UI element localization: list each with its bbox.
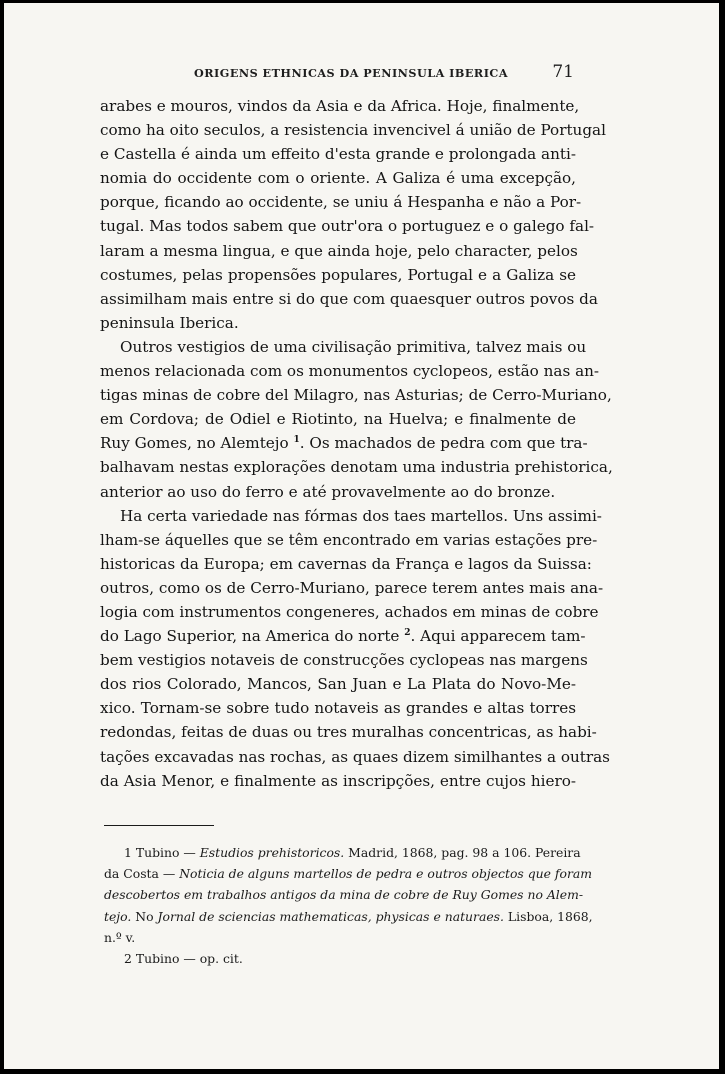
text-line: logia com instrumentos congeneres, achados em minas de cobre [100,602,599,621]
footnote-text: Madrid, 1868, pag. 98 a 106. Pereira [344,845,581,860]
text-fragment: . Aqui apparecem tam- [410,627,586,646]
footnote-1-line [104,906,593,927]
text-line: xico. Tornam-se sobre tudo notaveis as grandes e altas torres [100,699,576,718]
footnotes [104,842,593,969]
text-line: porque, ficando ao occidente, se uniu á Hespanha e não a Por- [100,193,582,212]
text-line: dos rios Colorado, Mancos, San Juan e La Plata do Novo-Me- [100,675,576,694]
page-number: 71 [552,62,574,82]
footnote-journal: Jornal de sciencias mathematicas, physicas e naturaes. [157,908,504,924]
text-line: bem vestigios notaveis de construcções cyclopeas nas margens [100,651,588,670]
footnote-text: Lisboa, 1868, [503,908,593,924]
text-line: historicas da Europa; em cavernas da França e lagos da Suissa: [100,554,592,573]
text-line: Ha certa variedade nas fórmas dos taes martellos. Uns assimi- [120,506,602,525]
page-header [104,62,574,86]
text-line: assimilham mais entre si do que com quaesquer outros povos da [100,289,598,308]
text-fragment: Ruy Gomes, no Alemtejo [100,434,289,453]
text-line: outros, como os de Cerro-Muriano, parece terem antes mais ana- [100,578,604,597]
text-line-with-footnote [100,624,586,648]
text-line: em Cordova; de Odiel e Riotinto, na Huelva; e finalmente de [100,410,576,429]
text-line: e Castella é ainda um effeito d'esta grande e prolongada anti- [100,145,576,164]
footnote-1-line [104,842,581,863]
paragraph-3 [100,504,610,793]
footnote-title: tejo. [104,908,132,924]
footnote-title: Estudios prehistoricos. [199,845,345,860]
footnote-1-mark: 1 [124,845,132,860]
paragraph-2 [100,335,613,504]
text-line: costumes, pelas propensões populares, Portugal e a Galiza se [100,265,576,284]
footnote-title: descobertos em trabalhos antigos da mina de cobre de Ruy Gomes no Alem- [104,887,584,903]
footnote-text: Tubino — [135,845,200,860]
text-line: anterior ao uso do ferro e até provavelmente ao do bronze. [100,482,556,501]
text-line: da Asia Menor, e finalmente as inscripções, entre cujos hiero- [100,771,576,790]
text-line: como ha oito seculos, a resistencia invencivel á união de Portugal [100,121,606,140]
text-line: redondas, feitas de duas ou tres muralhas concentricas, as habi- [100,723,597,742]
footnote-2-line [104,948,574,969]
footnote-ref-2[interactable]: 2 [404,628,411,638]
footnote-ref-1[interactable]: 1 [293,435,300,446]
footnote-title: Noticia de alguns martellos de pedra e outros objectos que foram [179,866,593,882]
footnote-text: No [131,908,158,924]
text-line: tigas minas de cobre del Milagro, nas Asturias; de Cerro-Muriano, [100,386,612,405]
paragraph-1 [100,94,606,335]
text-fragment: . Os machados de pedra com que tra- [299,434,588,453]
text-line: lham-se áquelles que se têm encontrado em varias estações pre- [100,530,598,549]
book-page [4,3,719,1069]
text-line-with-footnote [100,431,588,455]
text-line: peninsula Iberica. [100,313,239,332]
text-line: tugal. Mas todos sabem que outr'ora o portuguez e o galego fal- [100,217,595,236]
footnote-1-line [104,863,593,884]
text-line: arabes e mouros, vindos da Asia e da Africa. Hoje, finalmente, [100,97,580,115]
text-line: balhavam nestas explorações denotam uma industria prehistorica, [100,458,613,477]
footnote-1-line: n.º v. [104,929,136,945]
footnote-divider [104,825,214,826]
text-line: nomia do occidente com o oriente. A Galiza é uma excepção, [100,169,576,188]
footnote-1-line [104,884,584,905]
text-line: tações excavadas nas rochas, as quaes dizem similhantes a outras [100,747,610,766]
footnote-text: da Costa — [104,866,180,882]
footnote-text: Tubino — op. cit. [135,951,243,967]
text-line: laram a mesma lingua, e que ainda hoje, pelo character, pelos [100,241,578,260]
text-line: menos relacionada com os monumentos cyclopeos, estão nas an- [100,362,600,381]
footnote-2-mark: 2 [124,951,132,967]
text-fragment: do Lago Superior, na America do norte [100,627,400,646]
body-text [100,94,613,793]
text-line: Outros vestigios de uma civilisação primitiva, talvez mais ou [120,337,587,356]
running-title: ORIGENS ETHNICAS DA PENINSULA IBERICA [194,66,509,80]
